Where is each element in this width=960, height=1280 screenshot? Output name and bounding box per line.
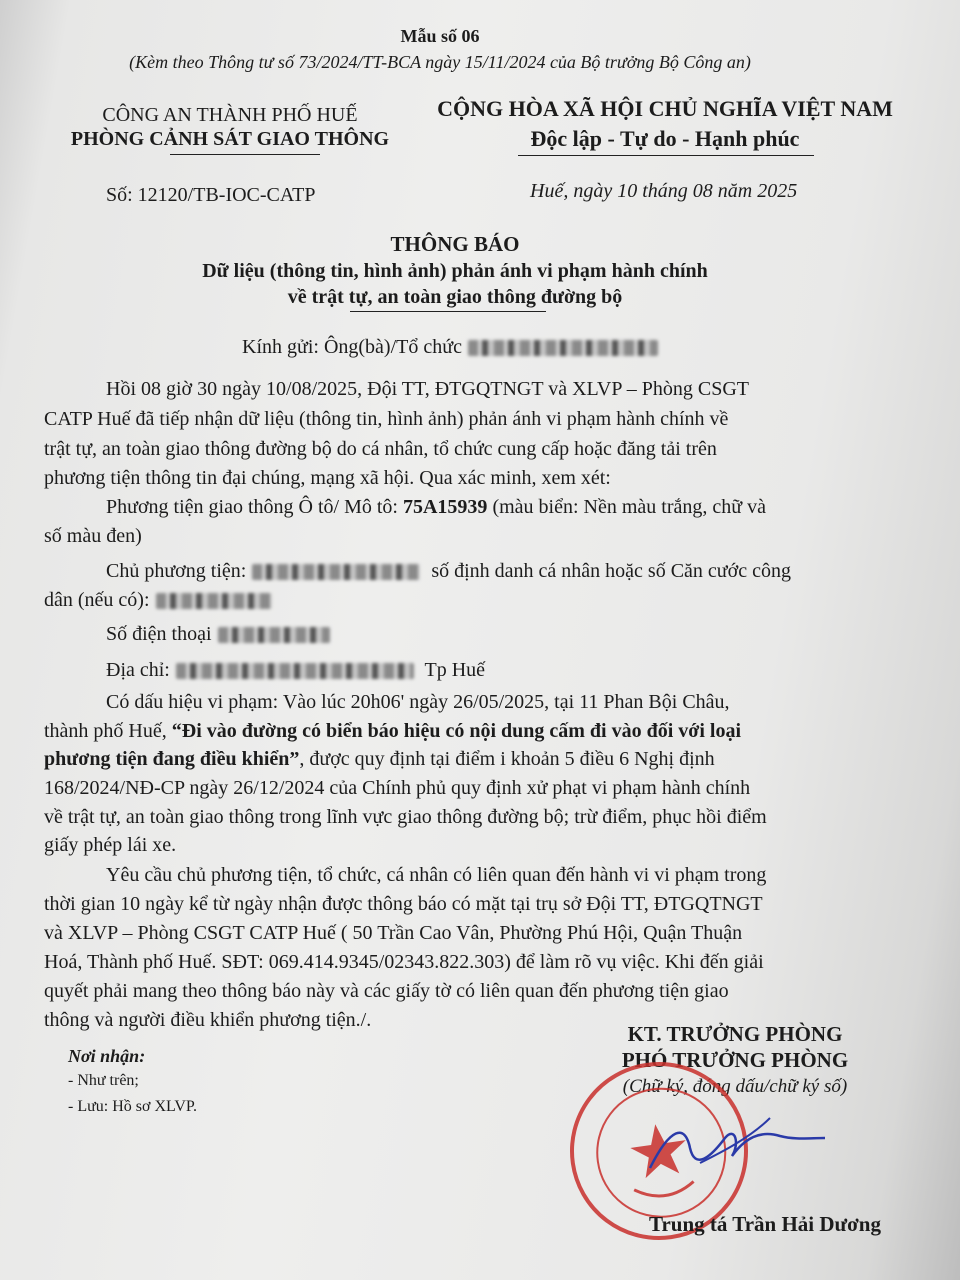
vehicle-line-2: số màu đen) (44, 525, 142, 547)
violation-description-end: phương tiện đang điều khiển” (44, 748, 300, 770)
nation-motto: Độc lập - Tự do - Hạnh phúc (530, 126, 800, 151)
request-line-1: Yêu cầu chủ phương tiện, tổ chức, cá nhân có liên quan đến hành vi vi phạm trong (106, 864, 767, 886)
violation-line-2 (44, 720, 741, 743)
address-label: Địa chỉ: (106, 659, 170, 681)
signer-name: Trung tá Trần Hải Dương (649, 1212, 881, 1236)
redacted-owner (252, 564, 420, 580)
document-number: Số: 12120/TB-IOC-CATP (106, 184, 316, 206)
redacted-id (156, 593, 272, 609)
redacted-phone (218, 627, 330, 643)
owner-label: Chủ phương tiện: (106, 560, 247, 582)
intro-line-4: phương tiện thông tin đại chúng, mạng xã hội. Qua xác minh, xem xét: (44, 467, 611, 489)
agency-name: CÔNG AN THÀNH PHỐ HUẾ (102, 104, 358, 126)
vehicle-label: Phương tiện giao thông Ô tô/ Mô tô: (106, 496, 398, 518)
owner-id-label: số định danh cá nhân hoặc số Căn cước công (431, 560, 791, 582)
notice-subtitle-2: về trật tự, an toàn giao thông đường bộ (287, 286, 623, 308)
request-line-5: quyết phải mang theo thông báo này và các giấy tờ có liên quan đến phương tiện giao (44, 980, 729, 1002)
violation-description: “Đi vào đường có biển báo hiệu có nội dung cấm đi vào đối với loại (171, 720, 742, 742)
form-number: Mẫu số 06 (400, 26, 480, 46)
agency-department: PHÒNG CẢNH SÁT GIAO THÔNG (70, 128, 390, 150)
request-line-3: và XLVP – Phòng CSGT CATP Huế ( 50 Trần Cao Vân, Phường Phú Hội, Quận Thuận (44, 922, 743, 944)
violation-line-3 (44, 748, 715, 771)
id-line (44, 589, 278, 612)
intro-line-3: trật tự, an toàn giao thông đường bộ do cá nhân, tổ chức cung cấp hoặc đăng tải trên (44, 438, 717, 460)
title-underline (350, 311, 546, 312)
signature-title-2: PHÓ TRƯỞNG PHÒNG (621, 1048, 849, 1072)
redacted-address (176, 663, 414, 679)
phone-line (106, 623, 336, 646)
motto-underline (518, 155, 814, 156)
request-line-6: thông và người điều khiển phương tiện./. (44, 1009, 372, 1031)
address-city: Tp Huế (424, 659, 486, 681)
license-plate: 75A15939 (402, 496, 488, 518)
violation-line-1: Có dấu hiệu vi phạm: Vào lúc 20h06' ngày 26/05/2025, tại 11 Phan Bội Châu, (106, 691, 730, 713)
form-reference: (Kèm theo Thông tư số 73/2024/TT-BCA ngày 15/11/2024 của Bộ trưởng Bộ Công an) (129, 52, 751, 72)
recipient-item-1: - Như trên; (68, 1072, 139, 1089)
redacted-recipient (468, 340, 658, 356)
plate-color: (màu biển: Nền màu trắng, chữ và (492, 496, 766, 518)
agency-underline (170, 154, 320, 155)
violation-line-4: 168/2024/NĐ-CP ngày 26/12/2024 của Chính phủ quy định xử phạt vi phạm hành chính (44, 777, 751, 799)
recipient-line (242, 336, 664, 359)
request-line-2: thời gian 10 ngày kể từ ngày nhận được thông báo có mặt tại trụ sở Đội TT, ĐTGQTNGT (44, 893, 763, 915)
phone-label: Số điện thoại (106, 623, 212, 645)
place-date: Huế, ngày 10 tháng 08 năm 2025 (530, 180, 798, 202)
signature-icon (640, 1108, 830, 1188)
id-label: dân (nếu có): (44, 589, 150, 611)
intro-line-1: Hồi 08 giờ 30 ngày 10/08/2025, Đội TT, ĐTGQTNGT và XLVP – Phòng CSGT (106, 378, 749, 400)
signature-note: (Chữ ký, đóng dấu/chữ ký số) (622, 1076, 848, 1097)
signature-title-1: KT. TRƯỞNG PHÒNG (627, 1022, 843, 1046)
notice-title: THÔNG BÁO (390, 232, 520, 256)
address-line (106, 659, 485, 682)
violation-city: thành phố Huế, (44, 720, 172, 742)
violation-line-5: về trật tự, an toàn giao thông trong lĩnh vực giao thông đường bộ; trừ điểm, phục hồi điểm (44, 806, 767, 828)
nation-title: CỘNG HÒA XÃ HỘI CHỦ NGHĨA VIỆT NAM (437, 96, 893, 121)
violation-line-6: giấy phép lái xe. (44, 834, 177, 856)
intro-line-2: CATP Huế đã tiếp nhận dữ liệu (thông tin, hình ảnh) phản ánh vi phạm hành chính về (44, 408, 729, 430)
violation-regulation: , được quy định tại điểm i khoản 5 điều 6 Nghị định (299, 748, 715, 770)
recipients-title: Nơi nhận: (68, 1046, 146, 1066)
vehicle-line (106, 496, 766, 519)
request-line-4: Hoá, Thành phố Huế. SĐT: 069.414.9345/02343.822.303) để làm rõ vụ việc. Khi đến giải (44, 951, 764, 973)
owner-line (106, 560, 791, 583)
recipient-label: Kính gửi: Ông(bà)/Tổ chức (242, 336, 462, 358)
recipient-item-2: - Lưu: Hồ sơ XLVP. (68, 1098, 197, 1115)
notice-subtitle-1: Dữ liệu (thông tin, hình ảnh) phản ánh vi phạm hành chính (202, 260, 708, 282)
